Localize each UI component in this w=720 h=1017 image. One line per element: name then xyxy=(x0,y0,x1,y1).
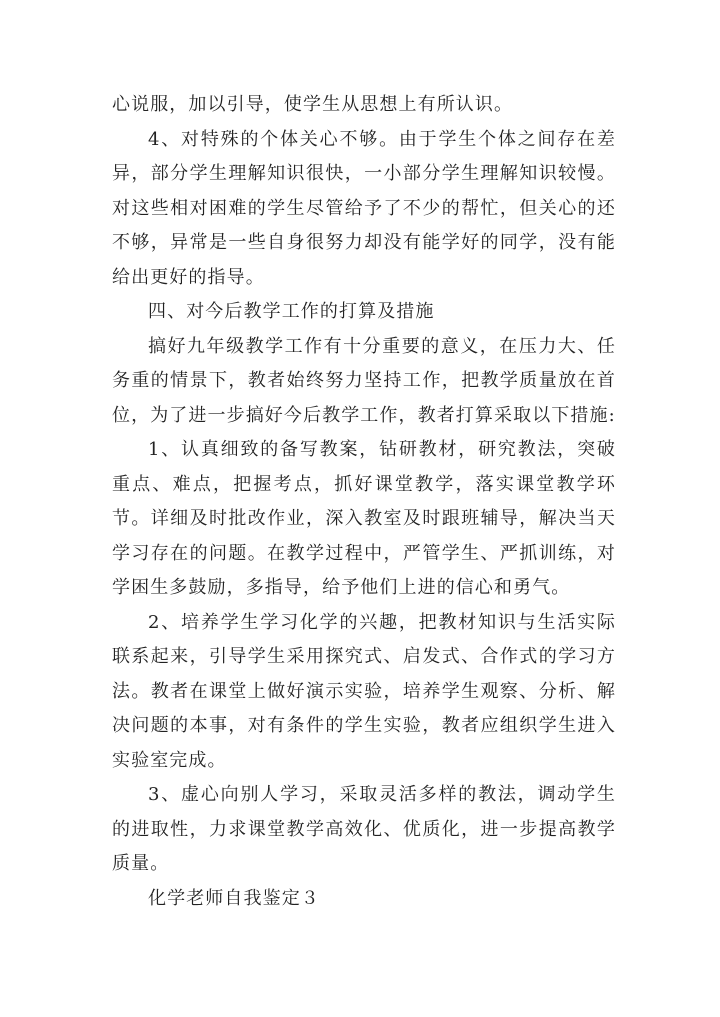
paragraph-item-1: 1、认真细致的备写教案，钻研教材，研究教法，突破重点、难点，把握考点，抓好课堂教学，落实课堂教学环节。详细及时批改作业，深入教室及时跟班辅导，解决当天学习存在的问题。在教学过程中，严管学生、严抓训练，对学困生多鼓励，多指导，给予他们上进的信心和勇气。 xyxy=(112,439,616,598)
paragraph-item-2: 2、培养学生学习化学的兴趣，把教材知识与生活实际联系起来，引导学生采用探究式、启发式、合作式的学习方法。教者在课堂上做好演示实验，培养学生观察、分析、解决问题的本事，对有条件的学生实验，教者应组织学生进入实验室完成。 xyxy=(112,611,616,771)
section-heading-four: 四、对今后教学工作的打算及措施 xyxy=(148,301,435,322)
document-body xyxy=(112,88,616,916)
paragraph-item-4: 4、对特殊的个体关心不够。由于学生个体之间存在差异，部分学生理解知识很快，一小部分学生理解知识较慢。对这些相对困难的学生尽管给予了不少的帮忙，但关心的还不够，异常是一些自身很努力却没有能学好的同学，没有能给出更好的指导。 xyxy=(112,128,616,288)
paragraph-continuation: 心说服，加以引导，使学生从思想上有所认识。 xyxy=(112,94,514,115)
next-section-title: 化学老师自我鉴定３ xyxy=(148,887,320,909)
paragraph-intro: 搞好九年级教学工作有十分重要的意义，在压力大、任务重的情景下，教者始终努力坚持工作，把教学质量放在首位，为了进一步搞好今后教学工作，教者打算采取以下措施: xyxy=(112,335,616,426)
paragraph-item-3: 3、虚心向别人学习，采取灵活多样的教法，调动学生的进取性，力求课堂教学高效化、优质化，进一步提高教学质量。 xyxy=(112,784,616,874)
